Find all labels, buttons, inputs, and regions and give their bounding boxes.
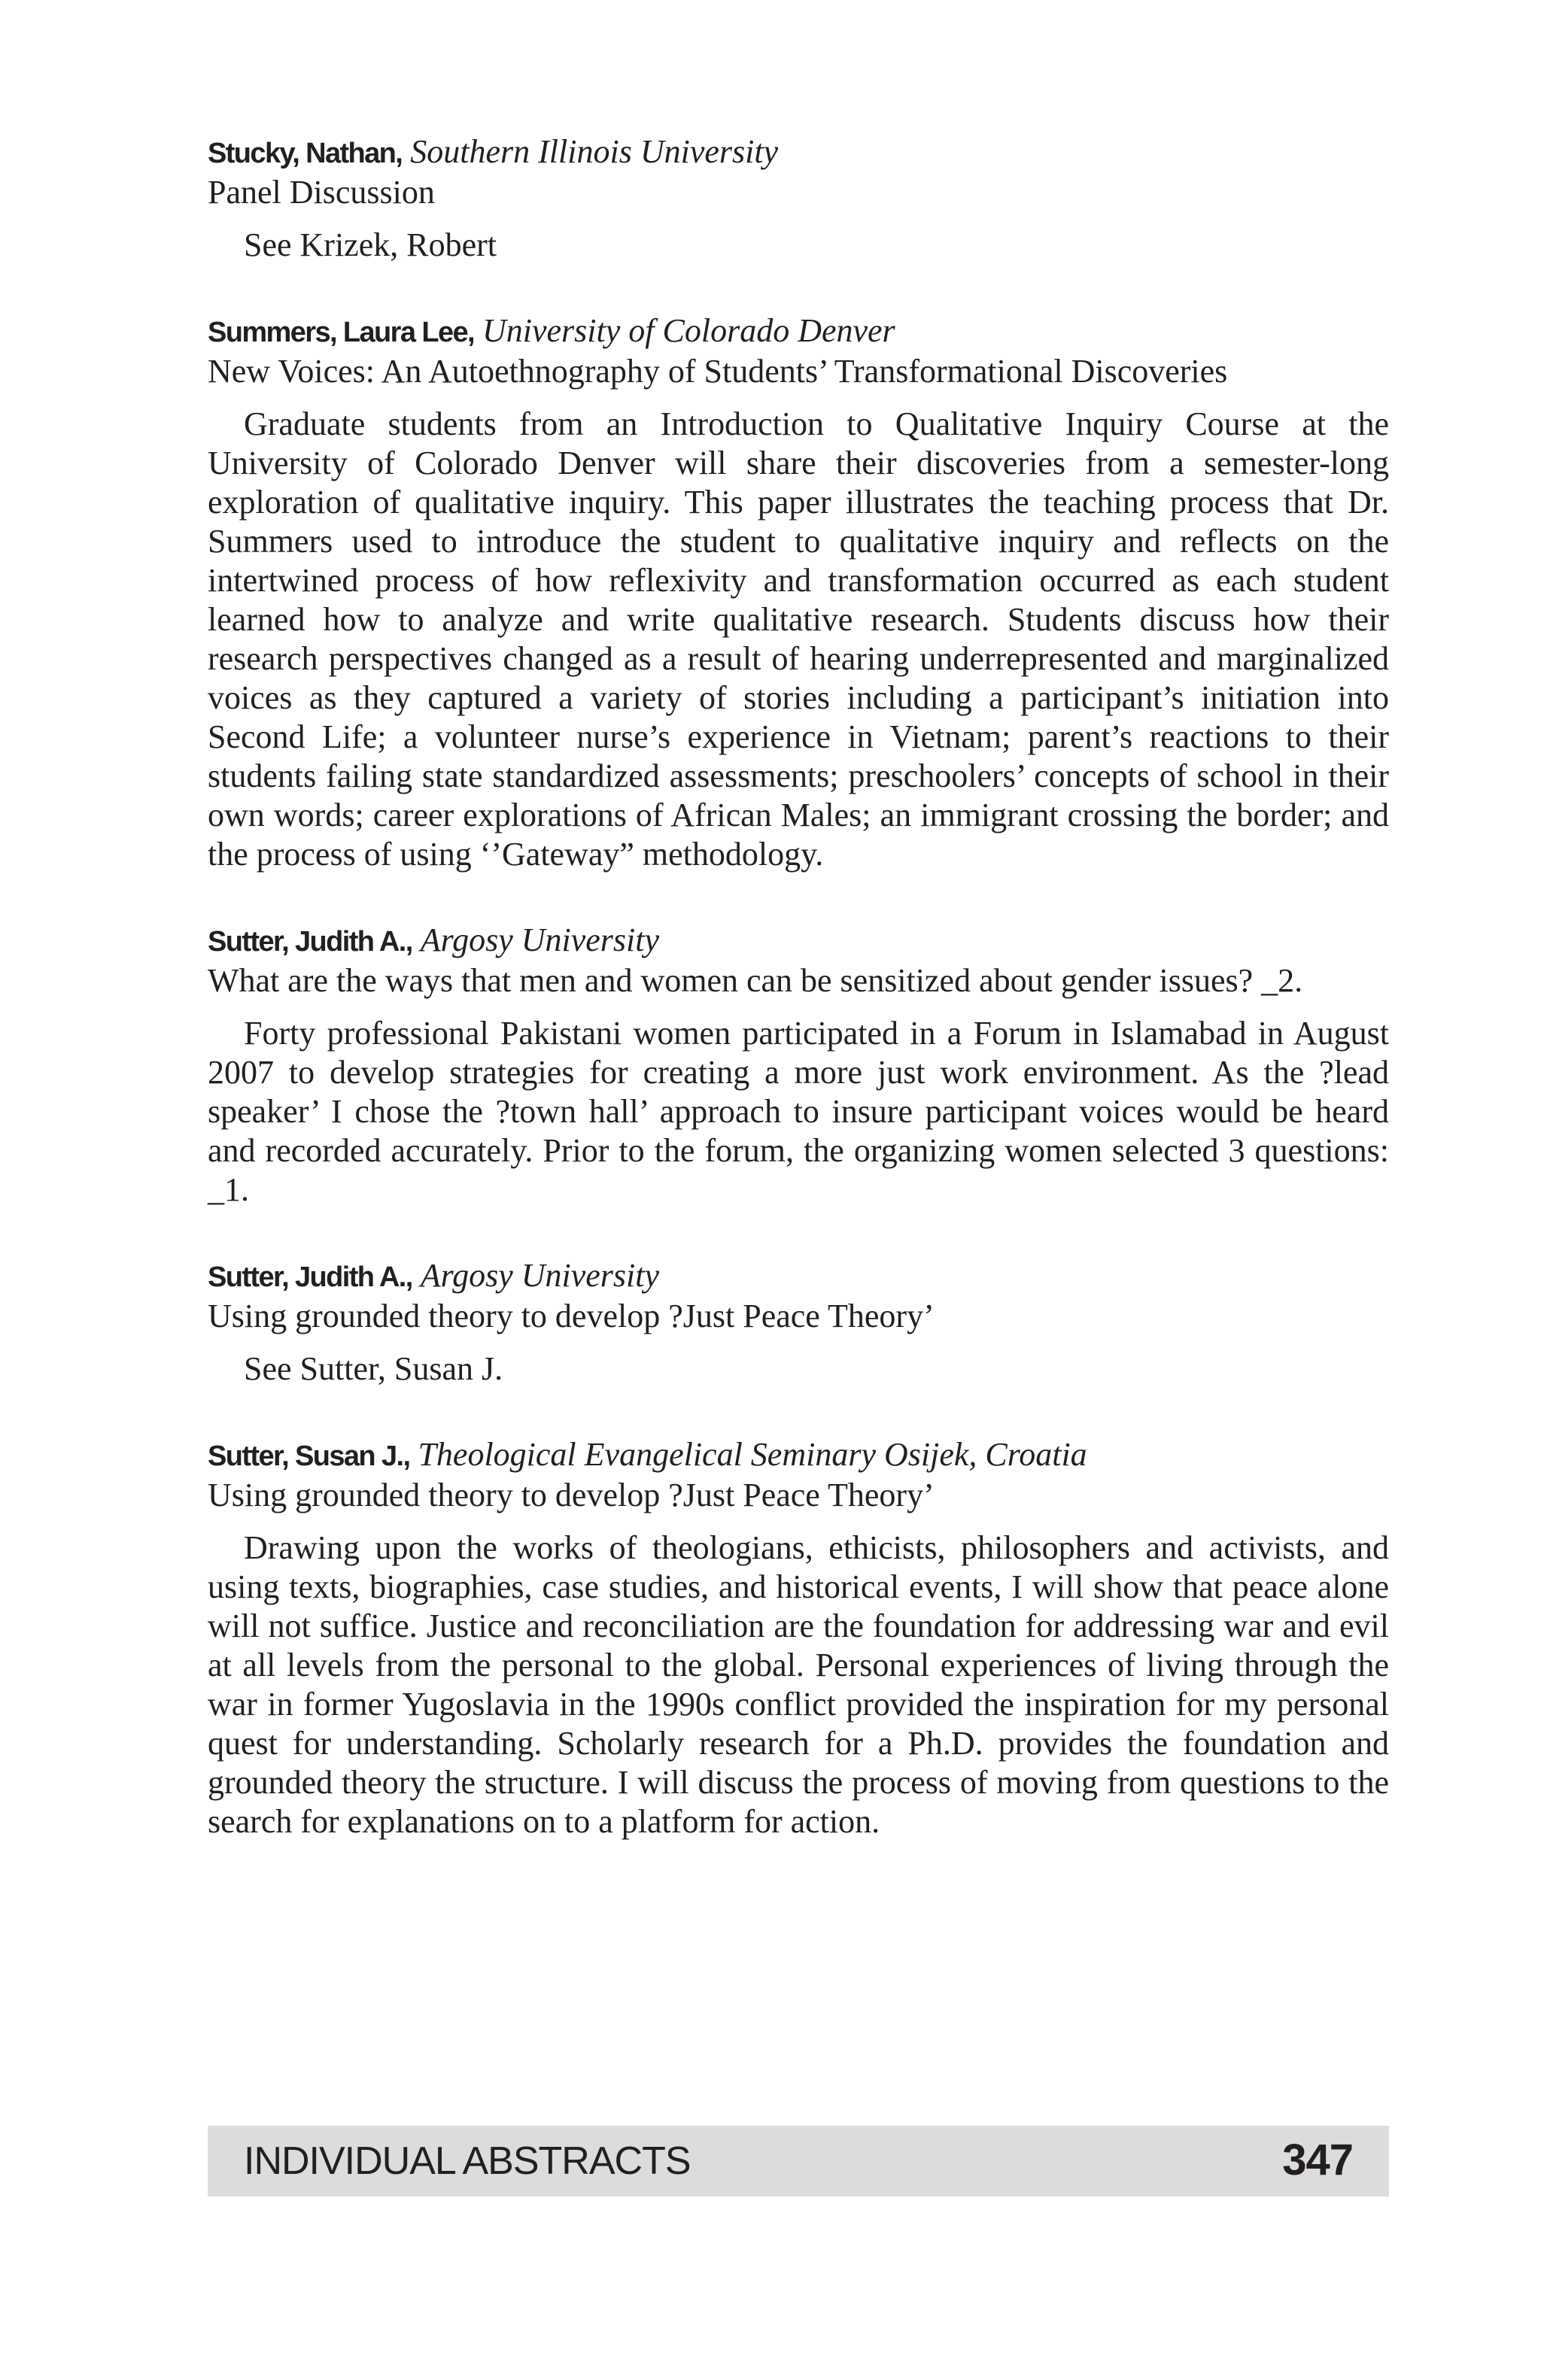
author-name: Sutter, Judith A., xyxy=(208,926,412,958)
paper-title: What are the ways that men and women can be sensitized about gender issues? _2. xyxy=(208,962,1303,999)
abstracts-column xyxy=(208,132,1389,1888)
abstract-entry xyxy=(208,132,1389,265)
author-affiliation: Argosy University xyxy=(420,921,660,958)
paper-title: Using grounded theory to develop ?Just Peace Theory’ xyxy=(208,1477,935,1513)
author-affiliation: Southern Illinois University xyxy=(410,133,779,170)
abstract-text: See Krizek, Robert xyxy=(244,226,497,263)
abstract-text: Graduate students from an Introduction to Qualitative Inquiry Course at the University of Colorado Denver will share their discoveries from a semester-long exploration of qualitative inquiry. This paper illustrates the teaching process that Dr. Summers used to introduce the student to qualitative inquiry and reflects on the intertwined process of how reflexivity and transformation occurred as each student learned how to analyze and write qualitative research. Students discuss how their research perspectives changed as a result of hearing underrepresented and marginalized voices as they captured a variety of stories including a participant’s initiation into Second Life; a volunteer nurse’s experience in Vietnam; parent’s reactions to their students failing state standardized assessments; preschoolers’ concepts of school in their own words; career explorations of African Males; an immigrant crossing the border; and the process of using ‘’Gateway” methodology. xyxy=(208,405,1389,873)
author-name: Summers, Laura Lee, xyxy=(208,317,474,348)
author-affiliation: Theological Evangelical Seminary Osijek, Croatia xyxy=(418,1436,1087,1473)
abstract-entry xyxy=(208,1256,1389,1389)
entry-heading xyxy=(208,921,1389,961)
author-affiliation: University of Colorado Denver xyxy=(482,312,895,349)
entry-heading xyxy=(208,1256,1389,1297)
abstract-text: See Sutter, Susan J. xyxy=(244,1350,503,1387)
author-affiliation: Argosy University xyxy=(420,1257,660,1294)
entry-heading xyxy=(208,311,1389,352)
abstract-entry xyxy=(208,921,1389,1210)
abstract-text: Forty professional Pakistani women participated in a Forum in Islamabad in August 2007 to develop strategies for creating a more just work environment. As the ?lead speaker’ I chose the ?town hall’ approach to insure participant voices would be heard and recorded accurately. Prior to the forum, the organizing women selected 3 questions: _1. xyxy=(208,1015,1389,1208)
paper-title: Using grounded theory to develop ?Just Peace Theory’ xyxy=(208,1298,935,1334)
abstract-text: Drawing upon the works of theologians, ethicists, philosophers and activists, and using texts, biographies, case studies, and historical events, I will show that peace alone will not suffice. Justice and reconciliation are the foundation for addressing war and evil at all levels from the personal to the global. Personal experiences of living through the war in former Yugoslavia in the 1990s conflict provided the inspiration for my personal quest for understanding. Scholarly research for a Ph.D. provides the foundation and grounded theory the structure. I will discuss the process of moving from questions to the search for explanations on to a platform for action. xyxy=(208,1529,1389,1840)
entry-heading xyxy=(208,1435,1389,1476)
abstract-entry xyxy=(208,311,1389,874)
author-name: Sutter, Judith A., xyxy=(208,1261,412,1293)
paper-title: New Voices: An Autoethnography of Students’ Transformational Discoveries xyxy=(208,353,1228,390)
author-name: Sutter, Susan J., xyxy=(208,1440,410,1472)
page-number: 347 xyxy=(1282,2136,1353,2184)
page-footer xyxy=(208,2126,1389,2196)
paper-title: Panel Discussion xyxy=(208,174,435,211)
entry-heading xyxy=(208,132,1389,173)
abstract-entry xyxy=(208,1435,1389,1841)
author-name: Stucky, Nathan, xyxy=(208,138,403,169)
section-label: INDIVIDUAL ABSTRACTS xyxy=(244,2139,691,2183)
